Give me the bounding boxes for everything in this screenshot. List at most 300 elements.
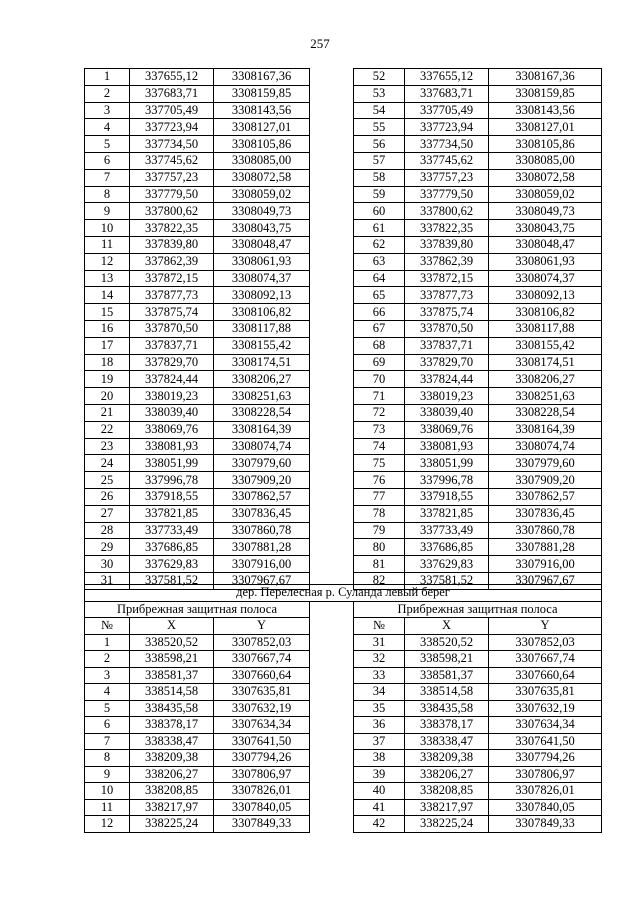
number-cell: 42 (354, 816, 405, 833)
x-cell: 337683,71 (405, 85, 489, 102)
number-cell: 33 (354, 667, 405, 684)
y-cell: 3308106,82 (214, 304, 310, 321)
y-cell: 3307860,78 (214, 522, 310, 539)
table-row (85, 304, 602, 321)
number-cell: 36 (354, 717, 405, 734)
table-row (85, 270, 602, 287)
y-cell: 3307794,26 (489, 750, 602, 767)
x-cell: 337705,49 (130, 102, 214, 119)
number-cell: 73 (354, 421, 405, 438)
number-cell: 7 (85, 733, 130, 750)
number-cell: 77 (354, 488, 405, 505)
number-cell: 40 (354, 783, 405, 800)
x-cell: 337734,50 (405, 136, 489, 153)
column-gap (310, 136, 354, 153)
number-cell: 59 (354, 186, 405, 203)
x-cell: 338581,37 (405, 667, 489, 684)
y-cell: 3307826,01 (489, 783, 602, 800)
number-cell: 12 (85, 253, 130, 270)
column-gap (310, 634, 354, 651)
x-cell: 338208,85 (130, 783, 214, 800)
number-cell: 63 (354, 253, 405, 270)
table-row (85, 750, 602, 767)
x-cell: 337918,55 (405, 488, 489, 505)
y-cell: 3308206,27 (489, 371, 602, 388)
column-gap (310, 750, 354, 767)
column-gap (310, 102, 354, 119)
x-cell: 337870,50 (405, 320, 489, 337)
y-cell: 3307881,28 (489, 539, 602, 556)
table-row (85, 783, 602, 800)
table-row (85, 667, 602, 684)
y-cell: 3307862,57 (214, 488, 310, 505)
x-cell: 337757,23 (130, 169, 214, 186)
number-cell: 31 (354, 634, 405, 651)
column-gap (310, 253, 354, 270)
y-cell: 3308043,75 (489, 220, 602, 237)
y-cell: 3308143,56 (489, 102, 602, 119)
x-cell: 338209,38 (405, 750, 489, 767)
number-cell: 7 (85, 169, 130, 186)
y-cell: 3308074,74 (489, 438, 602, 455)
section-title-row (85, 585, 602, 602)
number-cell: 10 (85, 783, 130, 800)
number-cell: 55 (354, 119, 405, 136)
number-cell: 61 (354, 220, 405, 237)
x-cell: 337862,39 (130, 253, 214, 270)
y-cell: 3307916,00 (489, 556, 602, 573)
column-gap (310, 488, 354, 505)
x-cell: 338039,40 (405, 404, 489, 421)
x-cell: 337705,49 (405, 102, 489, 119)
x-cell: 338435,58 (405, 700, 489, 717)
x-cell: 337821,85 (405, 505, 489, 522)
y-cell: 3307909,20 (489, 472, 602, 489)
x-cell: 338206,27 (130, 766, 214, 783)
table-row (85, 220, 602, 237)
y-cell: 3307660,64 (489, 667, 602, 684)
x-cell: 337918,55 (130, 488, 214, 505)
x-cell: 338514,58 (130, 684, 214, 701)
table-row (85, 404, 602, 421)
table-row (85, 152, 602, 169)
y-cell: 3308164,39 (214, 421, 310, 438)
x-cell: 337837,71 (405, 337, 489, 354)
column-gap (310, 119, 354, 136)
y-cell: 3308092,13 (214, 287, 310, 304)
column-gap (310, 556, 354, 573)
table-row (85, 136, 602, 153)
header-number: № (85, 618, 130, 635)
number-cell: 8 (85, 186, 130, 203)
column-gap (310, 816, 354, 833)
number-cell: 30 (85, 556, 130, 573)
x-cell: 337996,78 (130, 472, 214, 489)
y-cell: 3307667,74 (214, 651, 310, 668)
y-cell: 3307660,64 (214, 667, 310, 684)
x-cell: 337686,85 (130, 539, 214, 556)
table-row (85, 69, 602, 86)
x-cell: 338378,17 (405, 717, 489, 734)
column-gap (310, 220, 354, 237)
number-cell: 9 (85, 766, 130, 783)
number-cell: 23 (85, 438, 130, 455)
table-row (85, 236, 602, 253)
y-cell: 3307667,74 (489, 651, 602, 668)
y-cell: 3308072,58 (214, 169, 310, 186)
x-cell: 338208,85 (405, 783, 489, 800)
number-cell: 29 (85, 539, 130, 556)
column-gap (310, 700, 354, 717)
number-cell: 4 (85, 119, 130, 136)
column-gap (310, 717, 354, 734)
y-cell: 3308174,51 (214, 354, 310, 371)
y-cell: 3308085,00 (214, 152, 310, 169)
column-gap (310, 371, 354, 388)
y-cell: 3308117,88 (489, 320, 602, 337)
y-cell: 3308048,47 (489, 236, 602, 253)
x-cell: 338069,76 (130, 421, 214, 438)
y-cell: 3308143,56 (214, 102, 310, 119)
y-cell: 3308059,02 (214, 186, 310, 203)
x-cell: 337837,71 (130, 337, 214, 354)
y-cell: 3308059,02 (489, 186, 602, 203)
number-cell: 80 (354, 539, 405, 556)
y-cell: 3307635,81 (214, 684, 310, 701)
column-gap (310, 601, 354, 618)
y-cell: 3308164,39 (489, 421, 602, 438)
number-cell: 56 (354, 136, 405, 153)
table-row (85, 253, 602, 270)
table-row (85, 320, 602, 337)
y-cell: 3308092,13 (489, 287, 602, 304)
table-row (85, 717, 602, 734)
number-cell: 27 (85, 505, 130, 522)
number-cell: 58 (354, 169, 405, 186)
right-subtitle: Прибрежная защитная полоса (354, 601, 602, 618)
column-gap (310, 455, 354, 472)
y-cell: 3308206,27 (214, 371, 310, 388)
y-cell: 3308072,58 (489, 169, 602, 186)
table-row (85, 522, 602, 539)
number-cell: 52 (354, 69, 405, 86)
table-row (85, 816, 602, 833)
x-cell: 338338,47 (405, 733, 489, 750)
column-gap (310, 203, 354, 220)
number-cell: 24 (85, 455, 130, 472)
number-cell: 2 (85, 651, 130, 668)
column-gap (310, 522, 354, 539)
number-cell: 62 (354, 236, 405, 253)
number-cell: 11 (85, 799, 130, 816)
y-cell: 3308049,73 (489, 203, 602, 220)
x-cell: 338514,58 (405, 684, 489, 701)
number-cell: 74 (354, 438, 405, 455)
y-cell: 3308105,86 (489, 136, 602, 153)
x-cell: 338217,97 (130, 799, 214, 816)
header-row (85, 618, 602, 635)
header-y: Y (489, 618, 602, 635)
x-cell: 337824,44 (130, 371, 214, 388)
y-cell: 3307806,97 (214, 766, 310, 783)
y-cell: 3307836,45 (214, 505, 310, 522)
y-cell: 3307632,19 (489, 700, 602, 717)
x-cell: 337800,62 (405, 203, 489, 220)
number-cell: 69 (354, 354, 405, 371)
number-cell: 3 (85, 667, 130, 684)
y-cell: 3307849,33 (214, 816, 310, 833)
y-cell: 3308127,01 (214, 119, 310, 136)
column-gap (310, 236, 354, 253)
number-cell: 41 (354, 799, 405, 816)
page-number: 257 (310, 36, 330, 51)
number-cell: 15 (85, 304, 130, 321)
column-gap (310, 733, 354, 750)
y-cell: 3308085,00 (489, 152, 602, 169)
number-cell: 67 (354, 320, 405, 337)
header-x: X (130, 618, 214, 635)
x-cell: 337829,70 (130, 354, 214, 371)
x-cell: 337824,44 (405, 371, 489, 388)
y-cell: 3307860,78 (489, 522, 602, 539)
x-cell: 337745,62 (405, 152, 489, 169)
table-row (85, 438, 602, 455)
table-row (85, 539, 602, 556)
left-subtitle: Прибрежная защитная полоса (85, 601, 310, 618)
y-cell: 3308074,37 (214, 270, 310, 287)
number-cell: 9 (85, 203, 130, 220)
x-cell: 338051,99 (405, 455, 489, 472)
table-row (85, 651, 602, 668)
table-row (85, 203, 602, 220)
y-cell: 3307849,33 (489, 816, 602, 833)
x-cell: 338081,93 (405, 438, 489, 455)
y-cell: 3308061,93 (214, 253, 310, 270)
column-gap (310, 766, 354, 783)
number-cell: 34 (354, 684, 405, 701)
x-cell: 337655,12 (130, 69, 214, 86)
x-cell: 337800,62 (130, 203, 214, 220)
x-cell: 337734,50 (130, 136, 214, 153)
y-cell: 3307979,60 (214, 455, 310, 472)
number-cell: 13 (85, 270, 130, 287)
number-cell: 2 (85, 85, 130, 102)
table-row (85, 505, 602, 522)
table-row (85, 119, 602, 136)
column-gap (310, 320, 354, 337)
column-gap (310, 472, 354, 489)
x-cell: 338598,21 (130, 651, 214, 668)
x-cell: 338039,40 (130, 404, 214, 421)
y-cell: 3308155,42 (489, 337, 602, 354)
x-cell: 337872,15 (130, 270, 214, 287)
y-cell: 3308228,54 (489, 404, 602, 421)
number-cell: 82 (354, 572, 405, 589)
x-cell: 337862,39 (405, 253, 489, 270)
y-cell: 3308105,86 (214, 136, 310, 153)
x-cell: 338520,52 (130, 634, 214, 651)
x-cell: 338338,47 (130, 733, 214, 750)
column-gap (310, 186, 354, 203)
x-cell: 338598,21 (405, 651, 489, 668)
y-cell: 3307794,26 (214, 750, 310, 767)
x-cell: 337629,83 (405, 556, 489, 573)
x-cell: 337875,74 (405, 304, 489, 321)
number-cell: 35 (354, 700, 405, 717)
y-cell: 3307632,19 (214, 700, 310, 717)
x-cell: 337875,74 (130, 304, 214, 321)
y-cell: 3308159,85 (214, 85, 310, 102)
number-cell: 18 (85, 354, 130, 371)
x-cell: 338225,24 (405, 816, 489, 833)
table-row (85, 169, 602, 186)
number-cell: 68 (354, 337, 405, 354)
number-cell: 79 (354, 522, 405, 539)
y-cell: 3307806,97 (489, 766, 602, 783)
number-cell: 54 (354, 102, 405, 119)
y-cell: 3307979,60 (489, 455, 602, 472)
column-gap (310, 69, 354, 86)
x-cell: 337839,80 (405, 236, 489, 253)
number-cell: 5 (85, 700, 130, 717)
x-cell: 337779,50 (405, 186, 489, 203)
x-cell: 337757,23 (405, 169, 489, 186)
table-row (85, 354, 602, 371)
y-cell: 3307967,67 (214, 572, 310, 589)
section-title: дер. Перелесная р. Суланда левый берег (85, 585, 602, 602)
y-cell: 3307840,05 (489, 799, 602, 816)
x-cell: 337581,52 (405, 572, 489, 589)
x-cell: 337733,49 (405, 522, 489, 539)
header-number: № (354, 618, 405, 635)
table-row (85, 472, 602, 489)
number-cell: 11 (85, 236, 130, 253)
number-cell: 14 (85, 287, 130, 304)
x-cell: 337745,62 (130, 152, 214, 169)
table-row (85, 371, 602, 388)
y-cell: 3308174,51 (489, 354, 602, 371)
y-cell: 3308117,88 (214, 320, 310, 337)
number-cell: 66 (354, 304, 405, 321)
x-cell: 337779,50 (130, 186, 214, 203)
number-cell: 21 (85, 404, 130, 421)
y-cell: 3308074,74 (214, 438, 310, 455)
number-cell: 12 (85, 816, 130, 833)
table-row (85, 799, 602, 816)
table-row (85, 700, 602, 717)
number-cell: 22 (85, 421, 130, 438)
header-y: Y (214, 618, 310, 635)
x-cell: 338581,37 (130, 667, 214, 684)
x-cell: 338520,52 (405, 634, 489, 651)
number-cell: 37 (354, 733, 405, 750)
header-x: X (405, 618, 489, 635)
number-cell: 4 (85, 684, 130, 701)
table-row (85, 85, 602, 102)
table-row (85, 766, 602, 783)
y-cell: 3308049,73 (214, 203, 310, 220)
y-cell: 3307909,20 (214, 472, 310, 489)
number-cell: 20 (85, 388, 130, 405)
y-cell: 3308167,36 (214, 69, 310, 86)
y-cell: 3308127,01 (489, 119, 602, 136)
x-cell: 337629,83 (130, 556, 214, 573)
x-cell: 337723,94 (130, 119, 214, 136)
column-gap (310, 799, 354, 816)
coordinates-table-top (84, 68, 602, 590)
column-gap (310, 169, 354, 186)
column-gap (310, 651, 354, 668)
x-cell: 338217,97 (405, 799, 489, 816)
x-cell: 337839,80 (130, 236, 214, 253)
column-gap (310, 337, 354, 354)
column-gap (310, 684, 354, 701)
column-gap (310, 388, 354, 405)
y-cell: 3307916,00 (214, 556, 310, 573)
x-cell: 337822,35 (130, 220, 214, 237)
x-cell: 337655,12 (405, 69, 489, 86)
number-cell: 72 (354, 404, 405, 421)
number-cell: 32 (354, 651, 405, 668)
coordinates-table-bottom (84, 584, 602, 833)
table-row (85, 488, 602, 505)
x-cell: 337996,78 (405, 472, 489, 489)
y-cell: 3308251,63 (489, 388, 602, 405)
number-cell: 26 (85, 488, 130, 505)
y-cell: 3307862,57 (489, 488, 602, 505)
number-cell: 53 (354, 85, 405, 102)
y-cell: 3308074,37 (489, 270, 602, 287)
number-cell: 60 (354, 203, 405, 220)
y-cell: 3308251,63 (214, 388, 310, 405)
column-gap (310, 438, 354, 455)
table-row (85, 388, 602, 405)
x-cell: 337872,15 (405, 270, 489, 287)
column-gap (310, 270, 354, 287)
y-cell: 3307641,50 (214, 733, 310, 750)
number-cell: 65 (354, 287, 405, 304)
column-gap (310, 85, 354, 102)
y-cell: 3307826,01 (214, 783, 310, 800)
y-cell: 3307634,34 (489, 717, 602, 734)
y-cell: 3308048,47 (214, 236, 310, 253)
x-cell: 338081,93 (130, 438, 214, 455)
column-gap (310, 421, 354, 438)
number-cell: 70 (354, 371, 405, 388)
y-cell: 3308061,93 (489, 253, 602, 270)
subtitle-row (85, 601, 602, 618)
number-cell: 1 (85, 634, 130, 651)
column-gap (310, 287, 354, 304)
table-row (85, 102, 602, 119)
number-cell: 39 (354, 766, 405, 783)
y-cell: 3308043,75 (214, 220, 310, 237)
column-gap (310, 404, 354, 421)
y-cell: 3307836,45 (489, 505, 602, 522)
x-cell: 337877,73 (405, 287, 489, 304)
x-cell: 337870,50 (130, 320, 214, 337)
x-cell: 337723,94 (405, 119, 489, 136)
number-cell: 71 (354, 388, 405, 405)
table-row (85, 733, 602, 750)
x-cell: 338225,24 (130, 816, 214, 833)
x-cell: 337733,49 (130, 522, 214, 539)
x-cell: 337822,35 (405, 220, 489, 237)
number-cell: 31 (85, 572, 130, 589)
y-cell: 3308106,82 (489, 304, 602, 321)
table-row (85, 337, 602, 354)
y-cell: 3307840,05 (214, 799, 310, 816)
